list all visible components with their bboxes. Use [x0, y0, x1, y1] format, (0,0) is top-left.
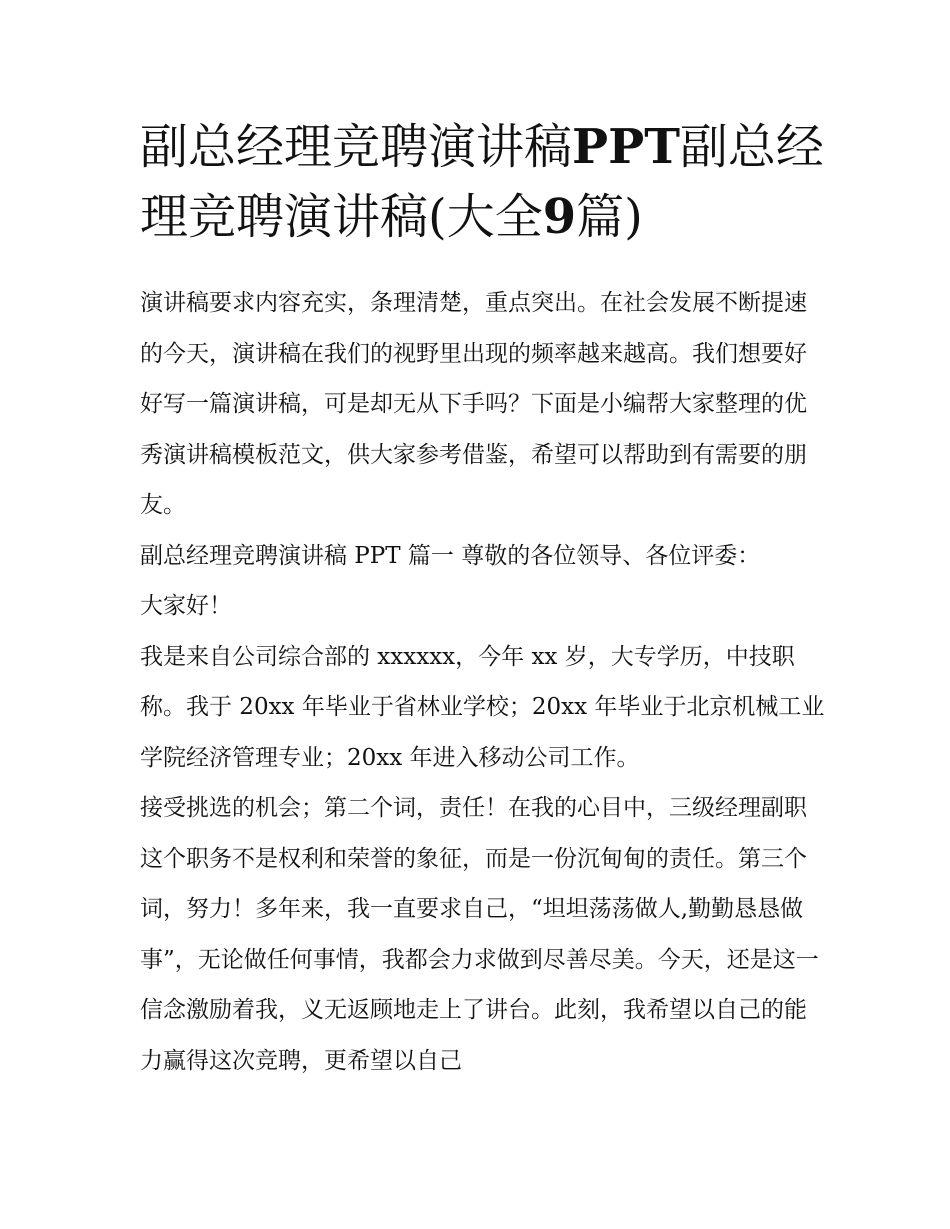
- document-body: [140, 278, 825, 1086]
- title-text-ppt: PPT: [572, 119, 680, 175]
- title-text-2: 副总经理竞聘演讲稿(大全: [140, 119, 824, 245]
- section-heading-paragraph: 副总经理竞聘演讲稿 PPT 篇一 尊敬的各位领导、各位评委：: [140, 542, 761, 569]
- intro-paragraph: 演讲稿要求内容充实，条理清楚，重点突出。在社会发展不断提速的今天，演讲稿在我们的视野里出现的频率越来越高。我们想要好好写一篇演讲稿，可是却无从下手吗？下面是小编帮大家整理的优秀演讲稿模板范文，供大家参考借鉴，希望可以帮助到有需要的朋友。: [140, 290, 807, 518]
- title-text-number: 9: [542, 189, 577, 245]
- speech-body-paragraph: 接受挑选的机会；第二个词，责任！在我的心目中，三级经理副职这个职务不是权利和荣誉的象征，而是一份沉甸甸的责任。第三个词，努力！多年来，我一直要求自己，“坦坦荡荡做人,勤勤恳恳做事”，无论做任何事情，我都会力求做到尽善尽美。今天，还是这一信念激励着我，义无返顾地走上了讲台。此刻，我希望以自己的能力赢得这次竞聘，更希望以自己: [140, 795, 819, 1074]
- greeting-paragraph: 大家好！: [140, 593, 232, 619]
- self-introduction-paragraph: 我是来自公司综合部的 xxxxxx，今年 xx 岁，大专学历，中技职称。我于 20xx 年毕业于省林业学校；20xx 年毕业于北京机械工业学院经济管理专业；20xx 年进入移动公司工作。: [140, 643, 825, 771]
- title-text-3: 篇): [576, 189, 643, 245]
- title-text-1: 副总经理竞聘演讲稿: [140, 119, 573, 175]
- document-title: [140, 112, 830, 252]
